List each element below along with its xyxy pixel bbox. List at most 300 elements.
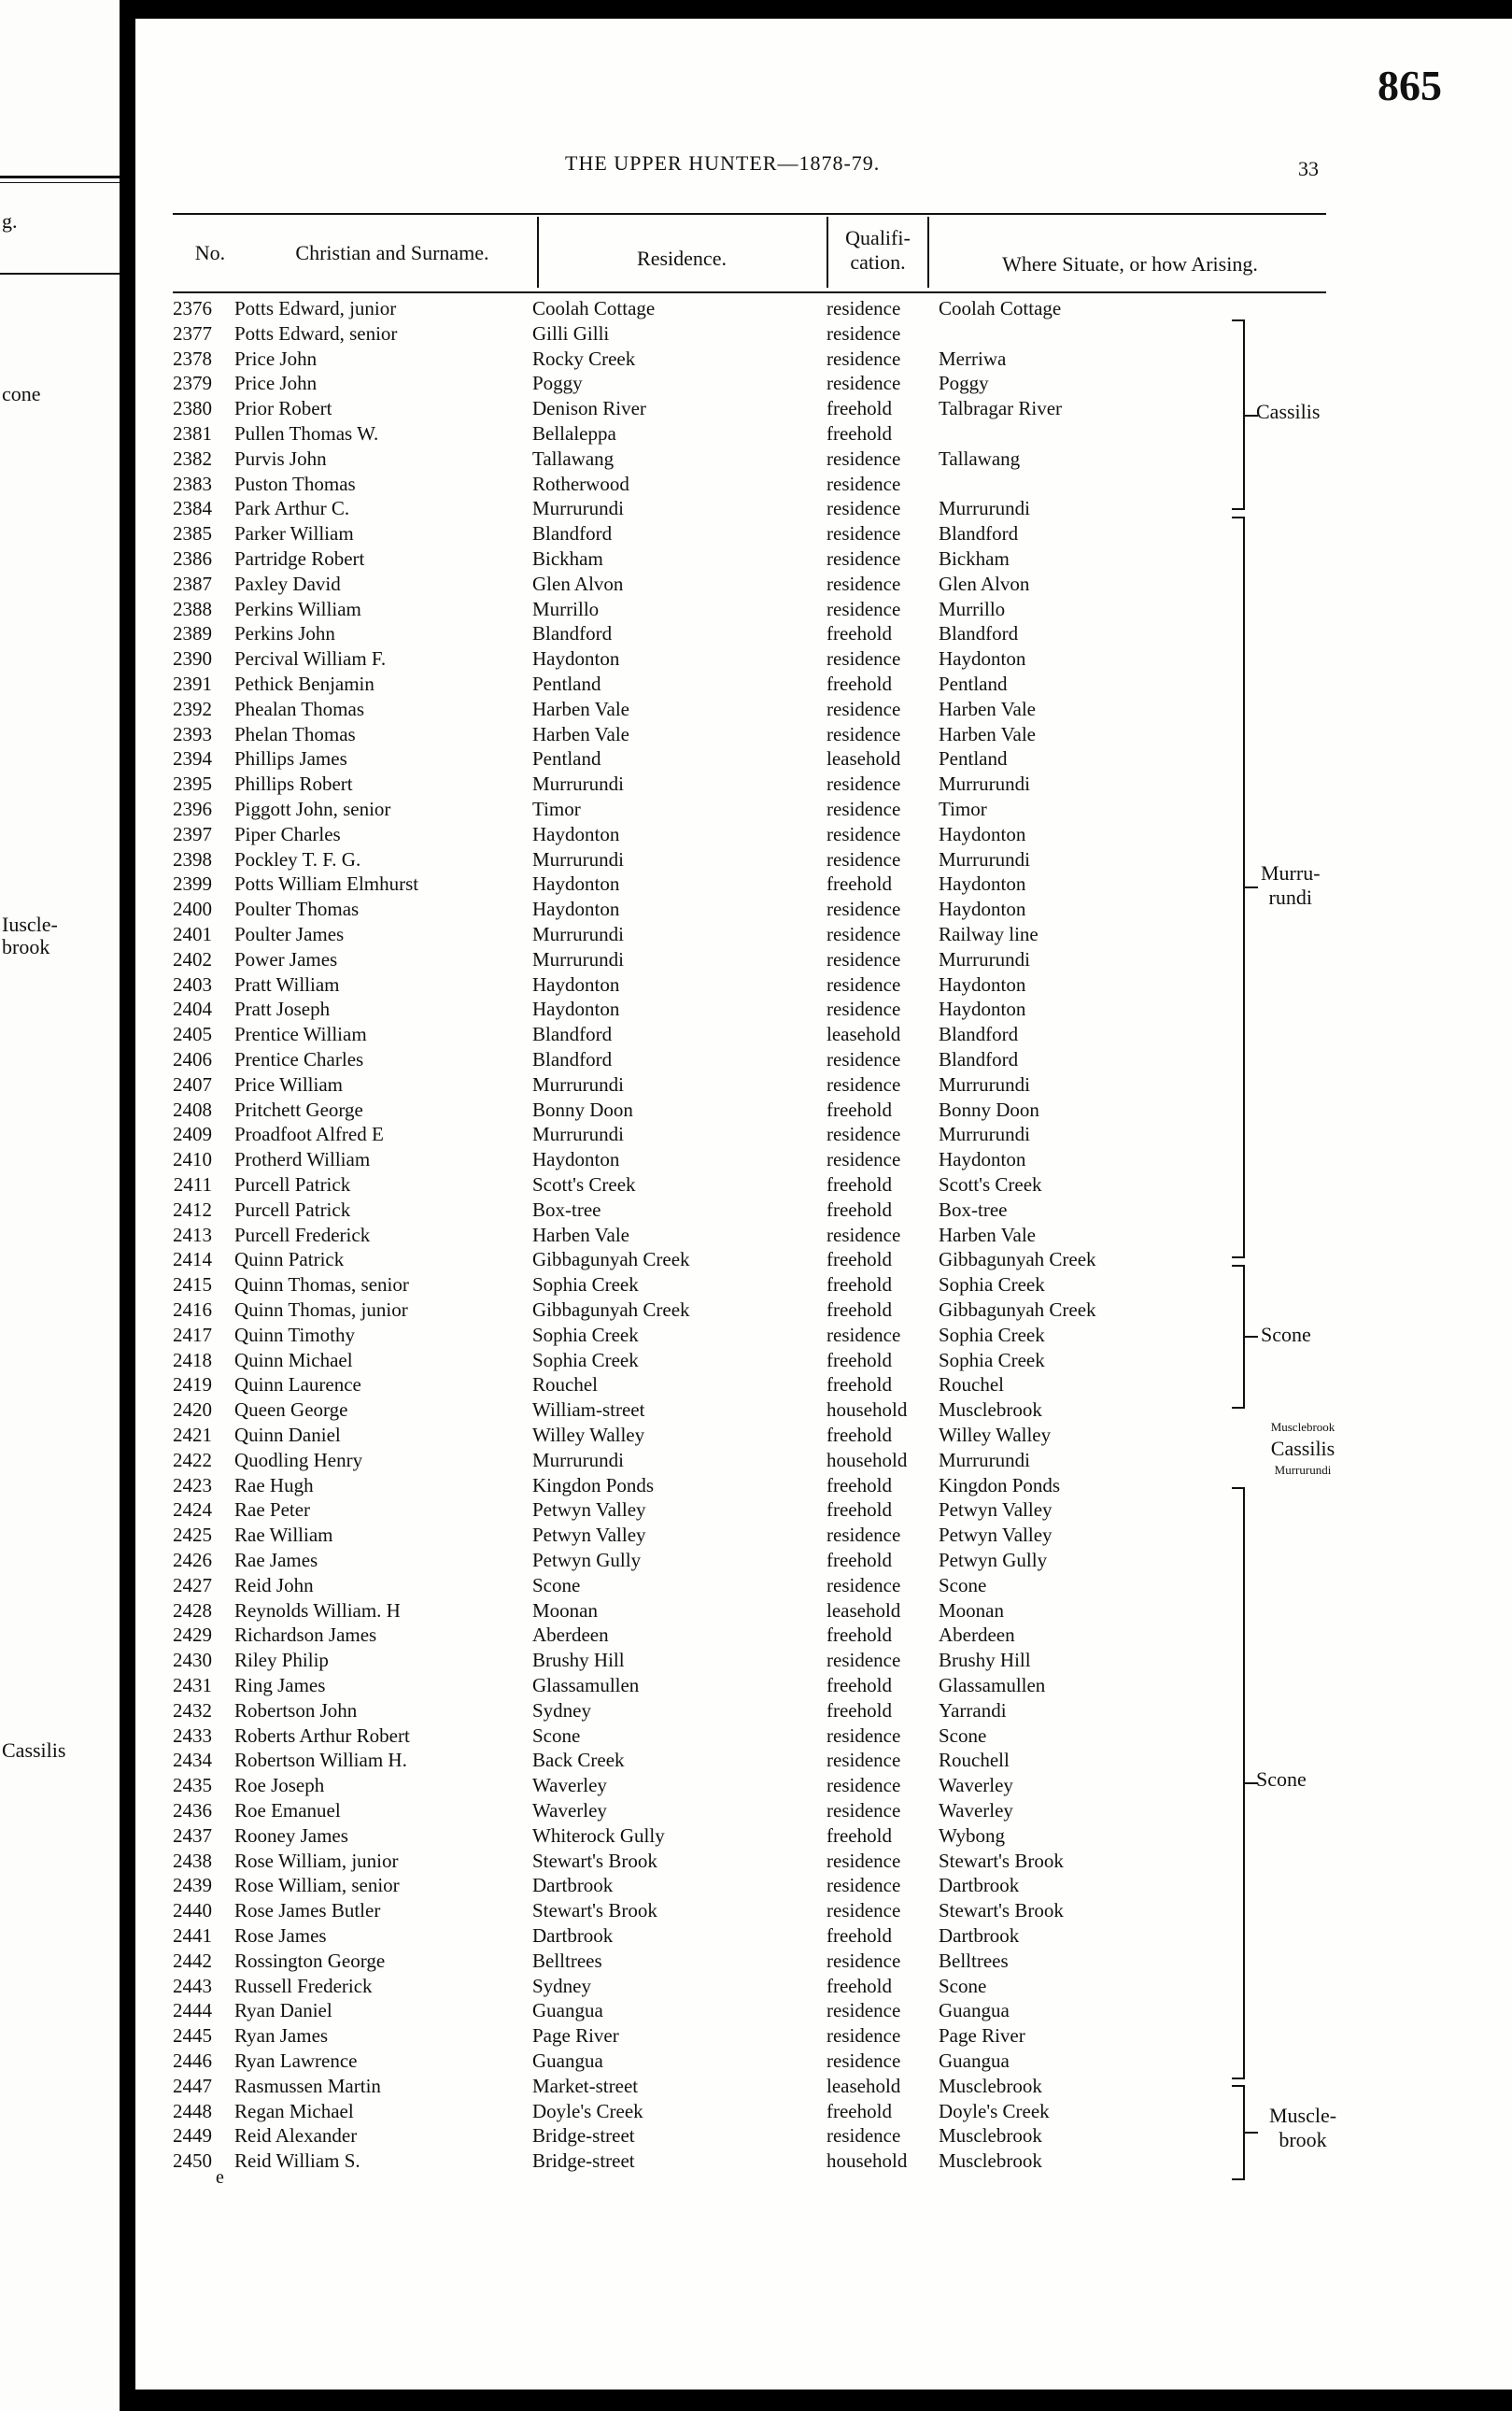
elector-where-situate: Haydonton — [939, 998, 1026, 1021]
table-row — [135, 621, 1512, 646]
elector-qualification: freehold — [827, 1823, 892, 1847]
elector-qualification: freehold — [827, 1498, 892, 1522]
elector-number: 2406 — [173, 1048, 212, 1071]
elector-number: 2438 — [173, 1849, 212, 1872]
elector-where-situate: Stewart's Brook — [939, 1899, 1064, 1922]
elector-qualification: residence — [827, 2049, 901, 2072]
elector-number: 2382 — [173, 447, 212, 470]
elector-residence: Murrurundi — [532, 1072, 624, 1096]
elector-number: 2397 — [173, 822, 212, 845]
district-bracket — [1232, 319, 1245, 510]
elector-number: 2391 — [173, 673, 212, 695]
elector-name: Piper Charles — [234, 822, 341, 845]
elector-qualification: residence — [827, 822, 901, 845]
table-row — [135, 1072, 1512, 1098]
elector-number: 2399 — [173, 872, 212, 896]
elector-number: 2445 — [173, 2024, 212, 2048]
table-row — [135, 1098, 1512, 1123]
elector-residence: Guangua — [532, 1999, 603, 2022]
elector-residence: Murrurundi — [532, 947, 624, 971]
table-row — [135, 947, 1512, 972]
elector-name: Pratt Joseph — [234, 998, 331, 1021]
table-row — [135, 1497, 1512, 1523]
elector-number: 2448 — [173, 2099, 212, 2122]
elector-residence: Sophia Creek — [532, 1273, 639, 1297]
elector-residence: Tallawang — [532, 447, 615, 470]
margin-fragment: g. — [2, 209, 18, 233]
table-row — [135, 1348, 1512, 1373]
elector-number: 2418 — [173, 1348, 212, 1371]
elector-where-situate: Musclebrook — [939, 1398, 1042, 1422]
elector-residence: Haydonton — [532, 972, 620, 996]
elector-residence: Waverley — [532, 1774, 607, 1797]
elector-residence: Murrurundi — [532, 923, 624, 945]
elector-name: Parker William — [234, 522, 354, 546]
table-row — [135, 772, 1512, 797]
elector-number: 2394 — [173, 747, 212, 771]
elector-name: Regan Michael — [234, 2099, 354, 2122]
elector-residence: Brushy Hill — [532, 1649, 625, 1672]
district-bracket — [1232, 2085, 1245, 2180]
table-row — [135, 697, 1512, 722]
elector-qualification: residence — [827, 972, 901, 996]
elector-qualification: freehold — [827, 1974, 892, 1997]
table-row — [135, 1598, 1512, 1624]
elector-number: 2408 — [173, 1098, 212, 1121]
elector-where-situate: Blandford — [939, 622, 1019, 645]
district-bracket — [1232, 1265, 1245, 1409]
elector-number: 2386 — [173, 547, 212, 570]
elector-residence: Sophia Creek — [532, 1348, 639, 1371]
elector-residence: Gibbagunyah Creek — [532, 1298, 690, 1321]
elector-where-situate: Scone — [939, 1723, 987, 1747]
elector-where-situate: Petwyn Valley — [939, 1524, 1053, 1547]
elector-qualification: household — [827, 2149, 908, 2173]
elector-qualification: residence — [827, 2024, 901, 2048]
elector-qualification: residence — [827, 297, 901, 319]
elector-number: 2436 — [173, 1799, 212, 1822]
elector-number: 2388 — [173, 597, 212, 620]
elector-number: 2384 — [173, 497, 212, 520]
elector-where-situate: Pentland — [939, 747, 1008, 771]
table-row — [135, 1798, 1512, 1823]
elector-qualification: residence — [827, 1849, 901, 1872]
elector-residence: Bonny Doon — [532, 1098, 633, 1121]
elector-residence: Haydonton — [532, 872, 620, 896]
elector-name: Pritchett George — [234, 1098, 363, 1121]
elector-name: Park Arthur C. — [234, 497, 350, 520]
table-row — [135, 1272, 1512, 1298]
elector-residence: Denison River — [532, 397, 646, 420]
elector-residence: Belltrees — [532, 1949, 602, 1972]
elector-number: 2385 — [173, 522, 212, 546]
district-label: Scone — [1261, 1323, 1311, 1346]
table-row — [135, 1372, 1512, 1397]
elector-qualification: residence — [827, 1723, 901, 1747]
elector-residence: Haydonton — [532, 998, 620, 1021]
elector-number: 2435 — [173, 1774, 212, 1797]
elector-qualification: residence — [827, 647, 901, 671]
margin-fragment: Cassilis — [2, 1738, 66, 1762]
elector-where-situate: Musclebrook — [939, 2124, 1042, 2148]
elector-name: Rose James — [234, 1924, 327, 1947]
elector-number: 2427 — [173, 1573, 212, 1596]
elector-number: 2389 — [173, 622, 212, 645]
elector-number: 2431 — [173, 1674, 212, 1696]
elector-where-situate: Haydonton — [939, 898, 1026, 921]
table-row — [135, 1998, 1512, 2023]
elector-number: 2417 — [173, 1323, 212, 1346]
elector-number: 2433 — [173, 1723, 212, 1747]
elector-qualification: residence — [827, 798, 901, 820]
elector-name: Rae Peter — [234, 1498, 311, 1522]
district-bracket — [1232, 517, 1245, 1258]
district-label: Scone — [1256, 1767, 1307, 1791]
elector-qualification: residence — [827, 447, 901, 470]
table-row — [135, 521, 1512, 546]
elector-qualification: freehold — [827, 872, 892, 896]
column-divider — [827, 217, 828, 288]
table-row — [135, 2023, 1512, 2049]
elector-name: Robertson William H. — [234, 1749, 407, 1772]
elector-number: 2443 — [173, 1974, 212, 1997]
table-row — [135, 1247, 1512, 1272]
elector-name: Piggott John, senior — [234, 798, 391, 820]
column-header-qualification — [831, 226, 925, 275]
elector-number: 2393 — [173, 722, 212, 745]
elector-number: 2428 — [173, 1598, 212, 1622]
elector-name: Rae Hugh — [234, 1473, 314, 1496]
elector-name: Ryan Lawrence — [234, 2049, 358, 2072]
elector-number: 2402 — [173, 947, 212, 971]
elector-residence: Waverley — [532, 1799, 607, 1822]
elector-name: Rose William, senior — [234, 1874, 400, 1897]
table-row — [135, 1523, 1512, 1548]
elector-name: Roberts Arthur Robert — [234, 1723, 410, 1747]
elector-qualification: freehold — [827, 1273, 892, 1297]
elector-where-situate: Aberdeen — [939, 1624, 1015, 1647]
elector-where-situate: Murrurundi — [939, 947, 1030, 971]
district-bracket — [1232, 1487, 1245, 2079]
elector-qualification: household — [827, 1398, 908, 1422]
elector-residence: Timor — [532, 798, 581, 820]
elector-residence: Rocky Creek — [532, 347, 636, 370]
elector-number: 2426 — [173, 1549, 212, 1571]
table-header-rule — [173, 291, 1326, 293]
elector-residence: Blandford — [532, 1048, 613, 1071]
elector-where-situate: Kingdon Ponds — [939, 1473, 1061, 1496]
elector-number: 2407 — [173, 1072, 212, 1096]
elector-qualification: residence — [827, 1048, 901, 1071]
elector-number: 2377 — [173, 321, 212, 345]
elector-number: 2444 — [173, 1999, 212, 2022]
elector-residence: Bickham — [532, 547, 603, 570]
elector-name: Proadfoot Alfred E — [234, 1123, 384, 1146]
elector-residence: Stewart's Brook — [532, 1899, 657, 1922]
elector-residence: Page River — [532, 2024, 619, 2048]
elector-where-situate: Musclebrook — [939, 2074, 1042, 2097]
column-divider — [537, 217, 539, 288]
elector-name: Power James — [234, 947, 338, 971]
table-row — [135, 1022, 1512, 1047]
elector-number: 2378 — [173, 347, 212, 370]
table-row — [135, 1122, 1512, 1147]
elector-number: 2376 — [173, 297, 212, 319]
elector-qualification: freehold — [827, 422, 892, 445]
elector-qualification: residence — [827, 697, 901, 720]
elector-qualification: freehold — [827, 1624, 892, 1647]
elector-name: Potts Edward, senior — [234, 321, 398, 345]
elector-number: 2410 — [173, 1148, 212, 1171]
elector-name: Pullen Thomas W. — [234, 422, 379, 445]
elector-residence: Murrurundi — [532, 847, 624, 871]
elector-number: 2404 — [173, 998, 212, 1021]
elector-where-situate: Harben Vale — [939, 722, 1036, 745]
table-row — [135, 572, 1512, 597]
elector-name: Quinn Thomas, junior — [234, 1298, 408, 1321]
elector-name: Reynolds William. H — [234, 1598, 401, 1622]
elector-residence: Box-tree — [532, 1198, 601, 1221]
elector-where-situate: Glen Alvon — [939, 572, 1030, 595]
elector-where-situate: Yarrandi — [939, 1698, 1007, 1722]
elector-residence: Sophia Creek — [532, 1323, 639, 1346]
table-row — [135, 472, 1512, 497]
elector-number: 2400 — [173, 898, 212, 921]
elector-where-situate: Sophia Creek — [939, 1348, 1045, 1371]
district-label — [1261, 861, 1321, 910]
elector-qualification: residence — [827, 1573, 901, 1596]
elector-where-situate: Glassamullen — [939, 1674, 1046, 1696]
elector-qualification: residence — [827, 773, 901, 796]
elector-residence: Dartbrook — [532, 1874, 614, 1897]
elector-qualification: residence — [827, 947, 901, 971]
elector-qualification: residence — [827, 1799, 901, 1822]
district-label: Cassilis — [1256, 400, 1321, 423]
table-row — [135, 1648, 1512, 1673]
elector-where-situate: Petwyn Gully — [939, 1549, 1048, 1571]
elector-where-situate: Scone — [939, 1974, 987, 1997]
district-label-line: Muscle- — [1268, 2104, 1337, 2127]
elector-name: Perkins John — [234, 622, 335, 645]
elector-name: Quodling Henry — [234, 1448, 363, 1471]
elector-residence: Whiterock Gully — [532, 1823, 665, 1847]
elector-where-situate: Harben Vale — [939, 697, 1036, 720]
elector-number: 2412 — [173, 1198, 212, 1221]
elector-number: 2434 — [173, 1749, 212, 1772]
elector-qualification: residence — [827, 547, 901, 570]
elector-qualification: residence — [827, 722, 901, 745]
elector-name: Price John — [234, 372, 318, 395]
table-row — [135, 496, 1512, 521]
elector-number: 2396 — [173, 798, 212, 820]
elector-where-situate: Rouchel — [939, 1373, 1004, 1397]
elector-residence: Petwyn Gully — [532, 1549, 642, 1571]
elector-name: Russell Frederick — [234, 1974, 373, 1997]
elector-name: Price William — [234, 1072, 343, 1096]
elector-number: 2441 — [173, 1924, 212, 1947]
elector-number: 2430 — [173, 1649, 212, 1672]
elector-residence: Murrurundi — [532, 1448, 624, 1471]
elector-name: Rae James — [234, 1549, 318, 1571]
elector-qualification: freehold — [827, 1098, 892, 1121]
elector-name: Phelan Thomas — [234, 722, 356, 745]
elector-residence: Bridge-street — [532, 2124, 635, 2148]
elector-residence: Gilli Gilli — [532, 321, 610, 345]
elector-number: 2447 — [173, 2074, 212, 2097]
elector-qualification: residence — [827, 522, 901, 546]
elector-name: Partridge Robert — [234, 547, 365, 570]
page-number: 865 — [1378, 62, 1442, 109]
elector-number: 2420 — [173, 1398, 212, 1422]
elector-name: Quinn Daniel — [234, 1424, 341, 1446]
elector-number: 2442 — [173, 1949, 212, 1972]
elector-where-situate: Bonny Doon — [939, 1098, 1039, 1121]
elector-number: 2390 — [173, 647, 212, 671]
elector-name: Ryan James — [234, 2024, 329, 2048]
elector-number: 2379 — [173, 372, 212, 395]
elector-name: Robertson John — [234, 1698, 358, 1722]
elector-residence: Poggy — [532, 372, 583, 395]
table-row — [135, 1223, 1512, 1248]
elector-qualification: residence — [827, 923, 901, 945]
column-divider — [927, 217, 929, 288]
table-row — [135, 1949, 1512, 1974]
elector-residence: Sydney — [532, 1974, 591, 1997]
elector-number: 2432 — [173, 1698, 212, 1722]
elector-residence: Harben Vale — [532, 697, 629, 720]
margin-rule — [0, 273, 120, 275]
elector-name: Roe Emanuel — [234, 1799, 341, 1822]
elector-name: Riley Philip — [234, 1649, 329, 1672]
elector-residence: Haydonton — [532, 647, 620, 671]
elector-number: 2401 — [173, 923, 212, 945]
elector-where-situate: Murrurundi — [939, 1072, 1030, 1096]
elector-qualification: residence — [827, 321, 901, 345]
table-row — [135, 822, 1512, 847]
elector-name: Protherd William — [234, 1148, 371, 1171]
elector-residence: Murrillo — [532, 597, 600, 620]
district-label-line: rundi — [1268, 886, 1312, 909]
elector-qualification: residence — [827, 898, 901, 921]
table-row — [135, 972, 1512, 998]
elector-residence: Willey Walley — [532, 1424, 645, 1446]
elector-name: Purcell Frederick — [234, 1223, 371, 1246]
elector-where-situate: Murrillo — [939, 597, 1006, 620]
elector-residence: Blandford — [532, 622, 613, 645]
elector-number: 2387 — [173, 572, 212, 595]
table-row — [135, 296, 1512, 321]
table-row — [135, 2074, 1512, 2099]
elector-qualification: residence — [827, 597, 901, 620]
elector-where-situate: Timor — [939, 798, 987, 820]
table-row — [135, 722, 1512, 747]
elector-where-situate: Guangua — [939, 2049, 1010, 2072]
elector-name: Potts William Elmhurst — [234, 872, 419, 896]
elector-name: Reid William S. — [234, 2149, 360, 2173]
elector-residence: Haydonton — [532, 898, 620, 921]
table-row — [135, 1723, 1512, 1749]
table-row — [135, 746, 1512, 772]
elector-residence: Glassamullen — [532, 1674, 640, 1696]
table-row — [135, 1823, 1512, 1849]
elector-residence: Blandford — [532, 522, 613, 546]
elector-qualification: residence — [827, 572, 901, 595]
elector-number: 2392 — [173, 697, 212, 720]
elector-where-situate: Haydonton — [939, 872, 1026, 896]
elector-residence: Blandford — [532, 1023, 613, 1046]
elector-name: Quinn Michael — [234, 1348, 353, 1371]
elector-residence: Sydney — [532, 1698, 591, 1722]
table-row — [135, 1623, 1512, 1648]
elector-residence: Harben Vale — [532, 722, 629, 745]
elector-where-situate: Dartbrook — [939, 1874, 1020, 1897]
running-head: THE UPPER HUNTER—1878-79. — [565, 151, 881, 175]
elector-number: 2425 — [173, 1524, 212, 1547]
column-header-qualification-line: cation. — [850, 250, 906, 274]
column-header-qualification-line: Qualifi- — [845, 226, 911, 249]
elector-number: 2423 — [173, 1473, 212, 1496]
elector-name: Poulter James — [234, 923, 345, 945]
column-header-where: Where Situate, or how Arising. — [1002, 252, 1258, 276]
elector-where-situate: Box-tree — [939, 1198, 1008, 1221]
elector-residence: Coolah Cottage — [532, 297, 656, 319]
elector-where-situate: Talbragar River — [939, 397, 1063, 420]
table-row — [135, 797, 1512, 822]
table-row — [135, 421, 1512, 447]
elector-number: 2437 — [173, 1823, 212, 1847]
elector-number: 2383 — [173, 472, 212, 495]
elector-qualification: freehold — [827, 1298, 892, 1321]
table-row — [135, 2049, 1512, 2074]
elector-where-situate: Gibbagunyah Creek — [939, 1298, 1096, 1321]
table-row — [135, 1397, 1512, 1423]
table-row — [135, 546, 1512, 572]
elector-qualification: freehold — [827, 1424, 892, 1446]
elector-name: Quinn Patrick — [234, 1248, 345, 1271]
printer-signature: e — [216, 2167, 224, 2188]
table-row — [135, 1147, 1512, 1172]
elector-name: Phillips Robert — [234, 773, 353, 796]
elector-qualification: freehold — [827, 1674, 892, 1696]
elector-number: 2395 — [173, 773, 212, 796]
elector-where-situate: Coolah Cottage — [939, 297, 1062, 319]
elector-qualification: residence — [827, 847, 901, 871]
table-row — [135, 1873, 1512, 1898]
elector-residence: Harben Vale — [532, 1223, 629, 1246]
elector-qualification: residence — [827, 1123, 901, 1146]
elector-qualification: freehold — [827, 397, 892, 420]
elector-where-situate: Doyle's Creek — [939, 2099, 1050, 2122]
district-label — [1256, 2104, 1349, 2152]
elector-qualification: freehold — [827, 2099, 892, 2122]
elector-qualification: freehold — [827, 1924, 892, 1947]
elector-qualification: residence — [827, 347, 901, 370]
elector-number: 2429 — [173, 1624, 212, 1647]
table-row — [135, 646, 1512, 672]
elector-where-situate: Murrurundi — [939, 847, 1030, 871]
elector-where-situate: Rouchell — [939, 1749, 1010, 1772]
elector-residence: Glen Alvon — [532, 572, 624, 595]
elector-qualification: freehold — [827, 673, 892, 695]
elector-where-situate: Merriwa — [939, 347, 1007, 370]
table-row — [135, 1172, 1512, 1198]
elector-residence: Pentland — [532, 747, 601, 771]
elector-qualification: residence — [827, 1649, 901, 1672]
elector-where-situate: Guangua — [939, 1999, 1010, 2022]
elector-number: 2439 — [173, 1874, 212, 1897]
elector-qualification: freehold — [827, 622, 892, 645]
elector-number: 2422 — [173, 1448, 212, 1471]
